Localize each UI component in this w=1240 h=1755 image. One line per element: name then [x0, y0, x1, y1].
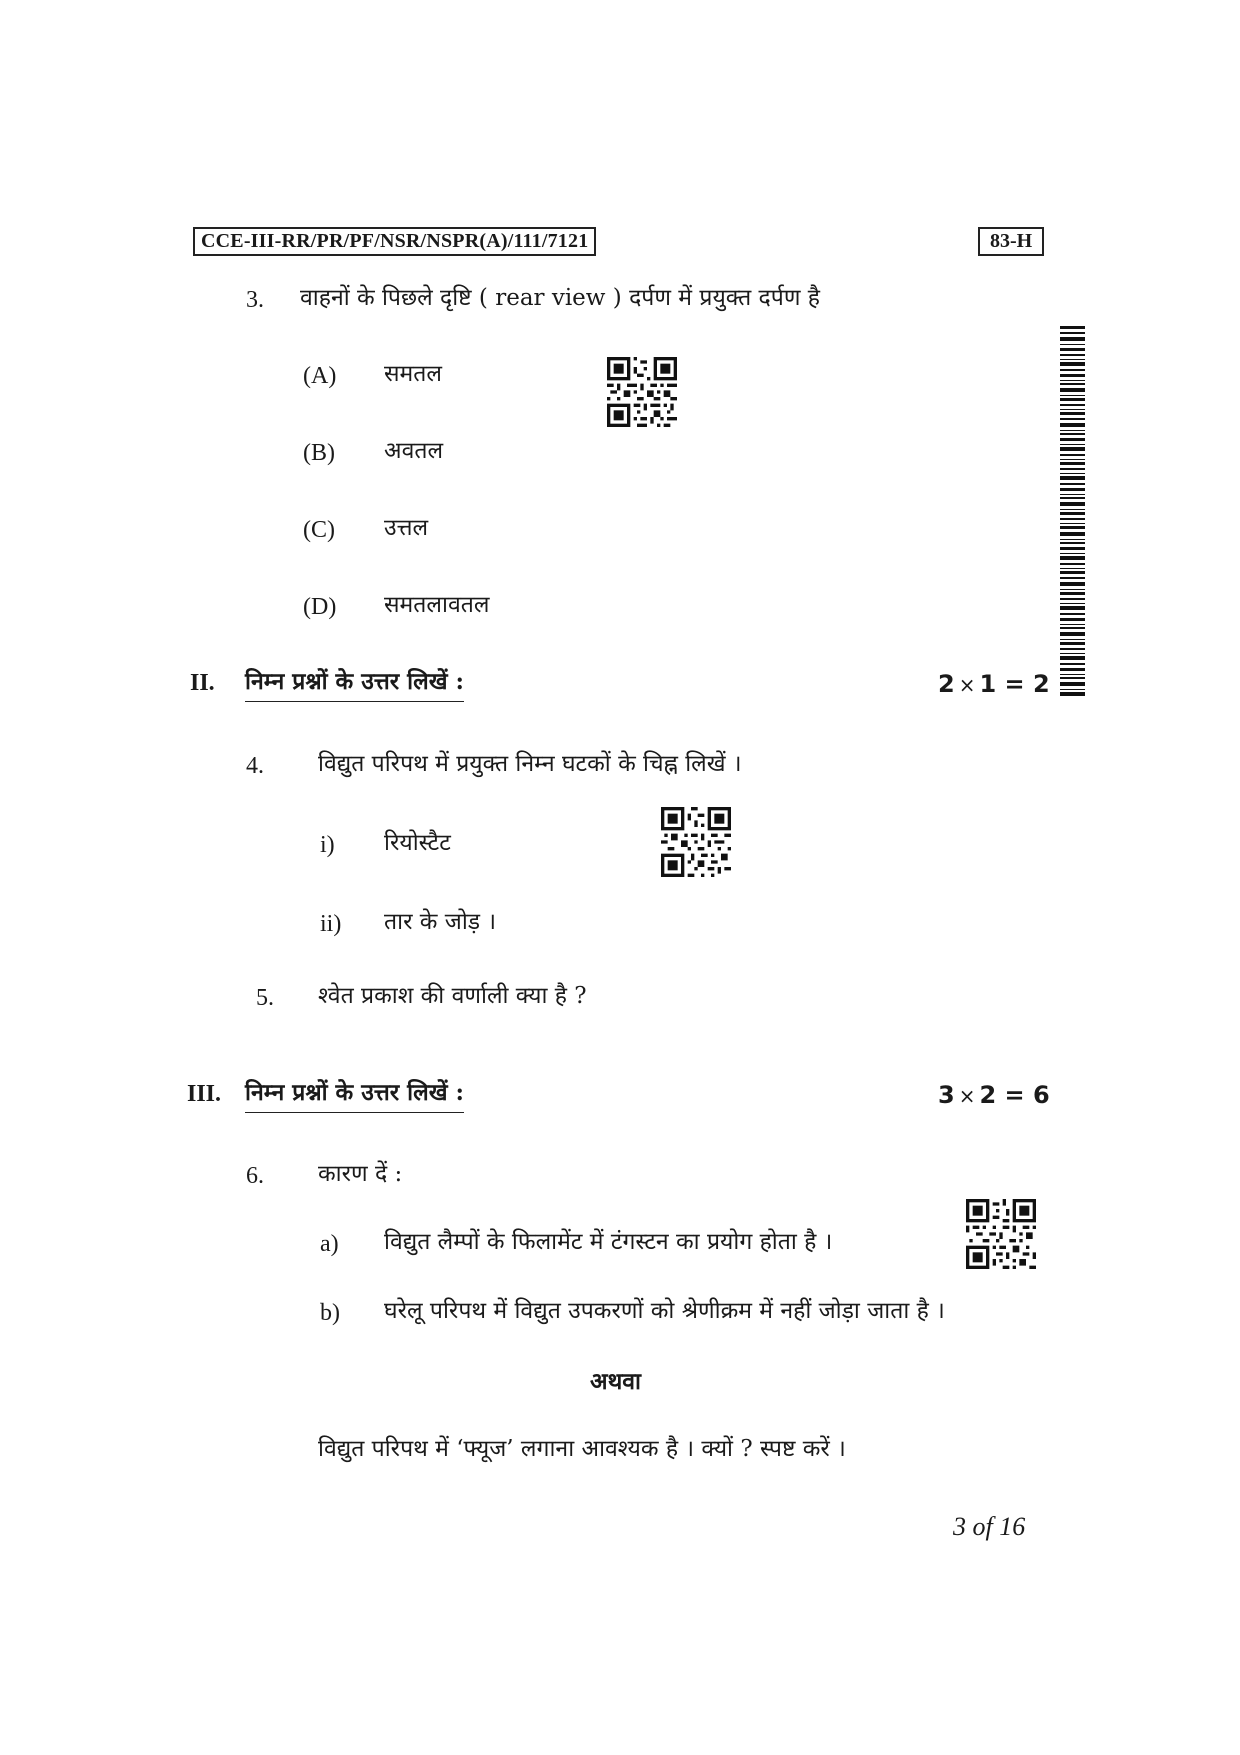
option-d-label: (D)	[303, 594, 337, 620]
section-3-marks-count: 3	[938, 1081, 955, 1109]
option-c-text: उत्तल	[384, 515, 429, 541]
paper-code: 83-H	[978, 227, 1044, 256]
section-3-marks: 3 × 2 = 6	[938, 1081, 1050, 1109]
option-a-text: समतल	[384, 361, 443, 387]
section-2-marks: 2 × 1 = 2	[938, 670, 1050, 698]
item-b-label: b)	[320, 1300, 340, 1326]
qr-code-icon	[661, 807, 731, 877]
section-2-heading: निम्न प्रश्नों के उत्तर लिखें :	[245, 670, 464, 702]
item-i-text: रियोस्टैट	[384, 830, 451, 856]
item-ii-label: ii)	[320, 911, 342, 937]
question-6-number: 6.	[246, 1163, 264, 1189]
option-b-label: (B)	[303, 440, 335, 466]
section-3-heading: निम्न प्रश्नों के उत्तर लिखें :	[245, 1081, 464, 1113]
item-ii-text: तार के जोड़ ।	[384, 909, 497, 935]
section-3-times-sign: ×	[958, 1084, 976, 1108]
section-2-marks-count: 2	[938, 670, 955, 698]
barcode-icon	[1060, 326, 1085, 696]
item-a-label: a)	[320, 1231, 339, 1257]
question-3-number: 3.	[246, 287, 264, 313]
or-label: अथवा	[590, 1368, 642, 1395]
qr-code-icon	[966, 1199, 1036, 1269]
option-b-text: अवतल	[384, 438, 444, 464]
option-c-label: (C)	[303, 517, 335, 543]
item-a-text: विद्युत लैम्पों के फिलामेंट में टंगस्टन का प्रयोग होता है ।	[384, 1229, 833, 1255]
section-2-marks-total: 2	[1033, 670, 1050, 698]
question-5-number: 5.	[256, 985, 274, 1011]
section-2-numeral: II.	[190, 670, 215, 696]
item-b-text: घरेलू परिपथ में विद्युत उपकरणों को श्रेणीक्रम में नहीं जोड़ा जाता है ।	[384, 1298, 945, 1324]
page-number: 3 of 16	[953, 1512, 1026, 1541]
section-2-marks-each: 1	[979, 670, 997, 698]
section-3-marks-each: 2	[979, 1081, 997, 1109]
qr-code-icon	[607, 357, 677, 427]
question-4-number: 4.	[246, 753, 264, 779]
section-3-marks-total: 6	[1033, 1081, 1050, 1109]
section-3-numeral: III.	[187, 1081, 222, 1107]
question-5-text: श्वेत प्रकाश की वर्णाली क्या है ?	[318, 983, 587, 1009]
exam-code: CCE-III-RR/PR/PF/NSR/NSPR(A)/111/7121	[193, 227, 596, 256]
question-4-text: विद्युत परिपथ में प्रयुक्त निम्न घटकों के चिह्न लिखें ।	[318, 751, 742, 777]
item-i-label: i)	[320, 832, 335, 858]
section-2-times-sign: ×	[958, 673, 976, 697]
option-a-label: (A)	[303, 363, 337, 389]
alternative-question-text: विद्युत परिपथ में ‘फ्यूज’ लगाना आवश्यक है । क्यों ? स्पष्ट करें ।	[318, 1436, 846, 1462]
option-d-text: समतलावतल	[384, 592, 490, 618]
question-3-text: वाहनों के पिछले दृष्टि ( rear view ) दर्पण में प्रयुक्त दर्पण है	[300, 285, 820, 311]
question-6-text: कारण दें :	[318, 1161, 403, 1187]
